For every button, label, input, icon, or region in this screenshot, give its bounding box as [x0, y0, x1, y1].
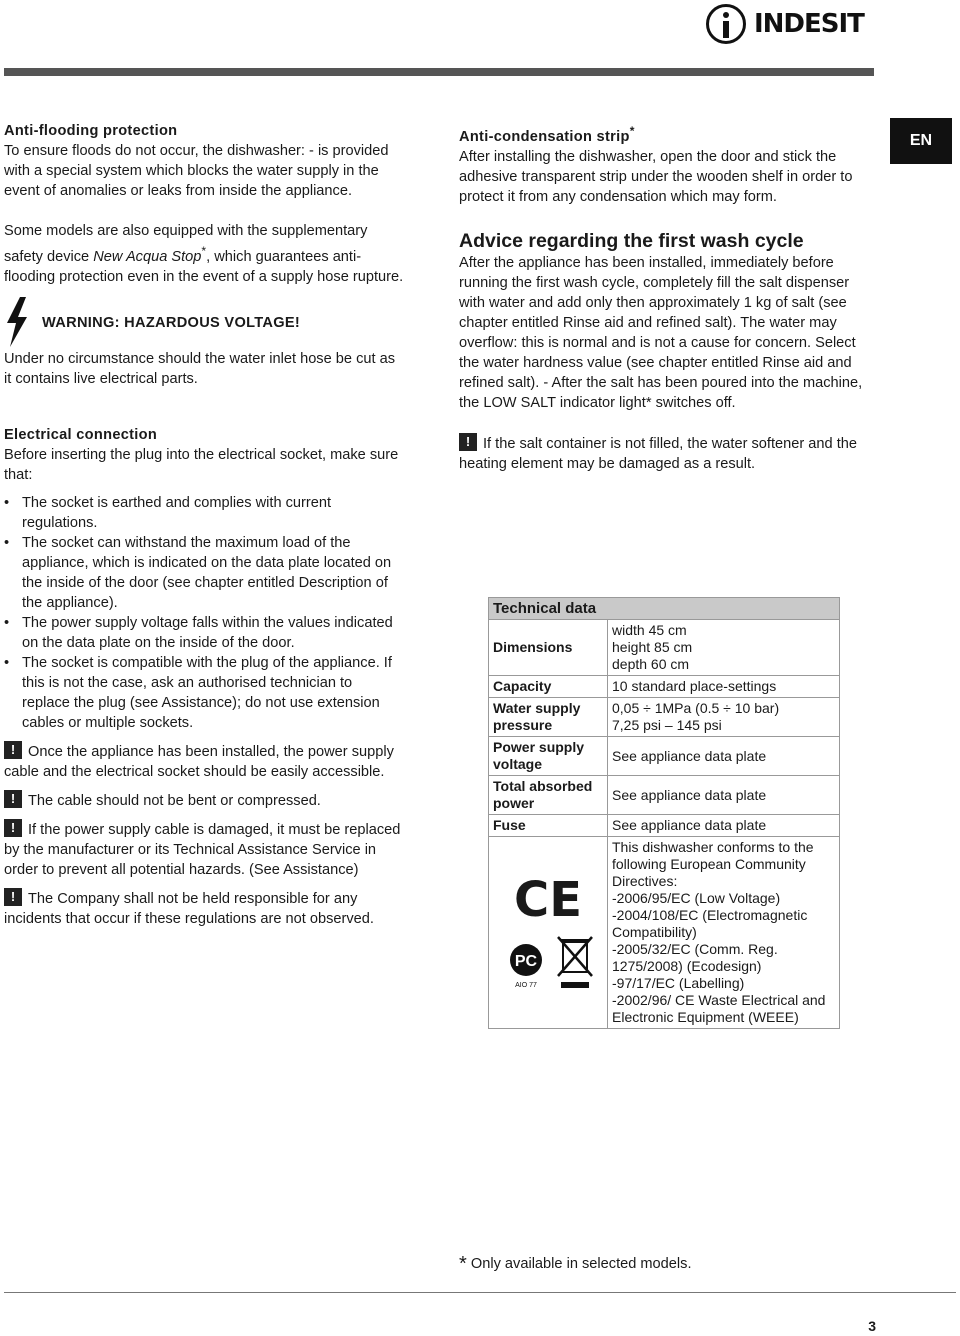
- page-number: 3: [868, 1318, 876, 1334]
- left-column: [4, 121, 404, 929]
- bullet-item: • The socket is earthed and complies with current regulations.: [4, 493, 404, 533]
- row-value: See appliance data plate: [608, 737, 840, 776]
- bullet-item: • The socket is compatible with the plug of the appliance. If this is not the case, ask an authorised technician to replace the plug (see Assistance); do not use extension cables or multiple sockets.: [4, 653, 404, 733]
- right-column: [459, 121, 869, 474]
- svg-text:AIO 77: AIO 77: [515, 981, 537, 989]
- warning-triangle-icon: [4, 819, 22, 837]
- note-item: !Once the appliance has been installed, the power supply cable and the electrical socket should be easily accessible.: [4, 741, 404, 782]
- row-value: 0,05 ÷ 1MPa (0.5 ÷ 10 bar) 7,25 psi – 145 psi: [608, 698, 840, 737]
- note-item: !If the power supply cable is damaged, it must be replaced by the manufacturer or its Technical Assistance Service in order to prevent all potential hazards. (See Assistance): [4, 819, 404, 880]
- warning-triangle-icon: [4, 888, 22, 906]
- weee-bin-icon: [555, 934, 595, 990]
- hazard-warning: [4, 297, 404, 349]
- row-label: Dimensions: [489, 620, 608, 676]
- header-rule: [4, 68, 874, 76]
- footnote: * Only available in selected models.: [459, 1253, 692, 1275]
- indesit-logo: [706, 2, 864, 46]
- warning-triangle-icon: [4, 741, 22, 759]
- anti-condensation-title: Anti-condensation strip*: [459, 124, 635, 145]
- warning-title: WARNING: HAZARDOUS VOLTAGE!: [42, 314, 301, 331]
- ce-mark-icon: CE: [513, 871, 582, 928]
- anti-condensation-text: After installing the dishwasher, open the door and stick the adhesive transparent strip under the wooden shelf in order to protect it from any condensation which may form.: [459, 148, 853, 205]
- first-wash-title: Advice regarding the first wash cycle: [459, 229, 804, 252]
- warning-triangle-icon: [4, 790, 22, 808]
- salt-warning: !If the salt container is not filled, the water softener and the heating element may be damaged as a result.: [459, 433, 869, 474]
- pct-mark-icon: [501, 940, 551, 990]
- svg-text:PC: PC: [514, 952, 538, 970]
- technical-data-table: [488, 597, 840, 1029]
- bullet-item: • The socket can withstand the maximum load of the appliance, which is indicated on the data plate located on the inside of the door (see chapter entitled Description of the appliance).: [4, 533, 404, 613]
- anti-flooding-title: Anti-flooding protection: [4, 123, 178, 139]
- note-item: !The cable should not be bent or compressed.: [4, 790, 404, 811]
- row-value: See appliance data plate: [608, 776, 840, 815]
- language-tab: EN: [890, 118, 952, 164]
- electrical-intro: Before inserting the plug into the electrical socket, make sure that:: [4, 446, 399, 483]
- row-value: See appliance data plate: [608, 815, 840, 837]
- technical-data-title: Technical data: [489, 598, 840, 620]
- warning-text: Under no circumstance should the water inlet hose be cut as it contains live electrical parts.: [4, 350, 396, 387]
- directives-text: This dishwasher conforms to the following European Community Directives: -2006/95/EC (Low Voltage) -2004/108/EC (Electromagnetic Compatibility) -2005/32/EC (Comm. Reg. 1275/2008) (Ecodesign) -97/17/EC (Labelling) -2002/96/ CE Waste Electrical and Electronic Equipment (WEEE): [608, 837, 840, 1029]
- first-wash-text: After the appliance has been installed, immediately before running the first wash cycle, completely fill the salt dispenser with water and add only then approximately 1 kg of salt (see chapter entitled Rinse aid and refined salt). The water may overflow: this is normal and is not a cause for concern. Select the water hardness value (see chapter entitled Rinse aid and refined salt). - After the salt has been poured into the machine, the LOW SALT indicator light* switches off.: [459, 254, 863, 411]
- electrical-bullets: [4, 493, 404, 733]
- row-label: Power supply voltage: [489, 737, 608, 776]
- electrical-title: Electrical connection: [4, 426, 158, 443]
- acqua-stop-paragraph: Some models are also equipped with the supplementary safety device New Acqua Stop*, which guarantees anti-flooding protection even in the event of a supply hose rupture.: [4, 223, 404, 285]
- row-label: Fuse: [489, 815, 608, 837]
- conformity-marks: [489, 837, 608, 1029]
- lightning-bolt-icon: [4, 297, 30, 349]
- row-value: 10 standard place-settings: [608, 676, 840, 698]
- warning-triangle-icon: [459, 433, 477, 451]
- row-value: width 45 cm height 85 cm depth 60 cm: [608, 620, 840, 676]
- brand-name: INDESIT: [754, 9, 864, 39]
- footer-rule: [4, 1292, 956, 1293]
- row-label: Capacity: [489, 676, 608, 698]
- row-label: Total absorbed power: [489, 776, 608, 815]
- bullet-item: • The power supply voltage falls within the values indicated on the data plate on the inside of the door.: [4, 613, 404, 653]
- anti-flooding-text: To ensure floods do not occur, the dishwasher: - is provided with a special system which blocks the water supply in the event of anomalies or leaks from inside the appliance.: [4, 143, 389, 199]
- indesit-logo-icon: [706, 4, 746, 44]
- note-item: !The Company shall not be held responsible for any incidents that occur if these regulations are not observed.: [4, 888, 404, 929]
- row-label: Water supply pressure: [489, 698, 608, 737]
